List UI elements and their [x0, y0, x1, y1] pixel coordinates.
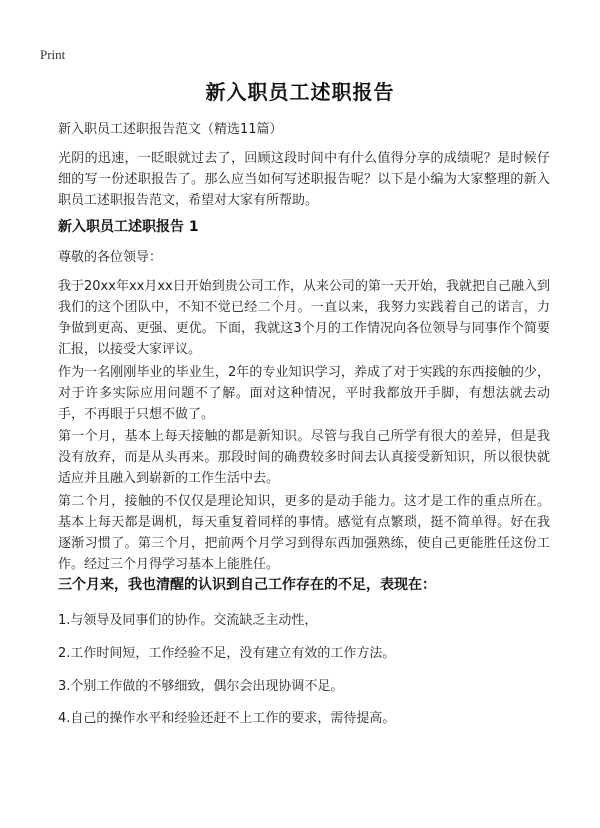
list-item-1: 1.与领导及同事们的协作。交流缺乏主动性， — [58, 613, 318, 628]
list-item-2: 2.工作时间短，工作经验不足，没有建立有效的工作方法。 — [58, 646, 396, 661]
section-heading: 新入职员工述职报告 1 — [58, 219, 199, 235]
list-item-3: 3.个别工作做的不够细致，偶尔会出现协调不足。 — [58, 679, 344, 694]
body-paragraph-1: 我于20xx年xx月xx日开始到贵公司工作，从来公司的第一天开始，我就把自己融入到我们的这个团队中，不知不觉已经二个月。一直以来，我努力实践着自己的诺言，力争做到更高、更强、更优。下面，我就这3个月的工作情况向各位领导与同事作个简要汇报，以接受大家评议。 — [58, 279, 550, 357]
body-paragraph-3: 第一个月，基本上每天接触的都是新知识。尽管与我自己所学有很大的差异，但是我没有放弃，而是从头再来。那段时间的确费较多时间去认真接受新知识，所以很快就适应并且融入到崭新的工作生活中去。 — [58, 429, 550, 486]
document-subtitle: 新入职员工述职报告范文（精选11篇） — [58, 122, 283, 137]
shortcomings-heading: 三个月来，我也清醒的认识到自己工作存在的不足，表现在： — [58, 577, 436, 593]
body-paragraph-4: 第二个月，接触的不仅仅是理论知识，更多的是动手能力。这才是工作的重点所在。基本上每天都是调机，每天重复着同样的事情。感觉有点繁琐，挺不简单得。好在我逐渐习惯了。第三个月，把前两个月学习到得东西加强熟练，使自己更能胜任这份工作。经过三个月得学习基本上能胜任。 — [58, 494, 550, 572]
body-paragraph-2: 作为一名刚刚毕业的毕业生，2年的专业知识学习，养成了对于实践的东西接触的少，对于许多实际应用问题不了解。面对这种情况，平时我都放开手脚，有想法就去动手，不再眼于只想不做了。 — [58, 365, 550, 422]
intro-paragraph: 光阴的迅速，一眨眼就过去了，回顾这段时间中有什么值得分享的成绩呢？是时候仔细的写一份述职报告了。那么应当如何写述职报告呢？以下是小编为大家整理的新入职员工述职报告范文，希望对大家有所帮助。 — [58, 151, 550, 208]
print-link[interactable]: Print — [40, 47, 66, 62]
page-title: 新入职员工述职报告 — [205, 80, 395, 104]
list-item-4: 4.自己的操作水平和经验还赶不上工作的要求，需待提高。 — [58, 711, 396, 726]
salutation: 尊敬的各位领导： — [58, 250, 163, 265]
